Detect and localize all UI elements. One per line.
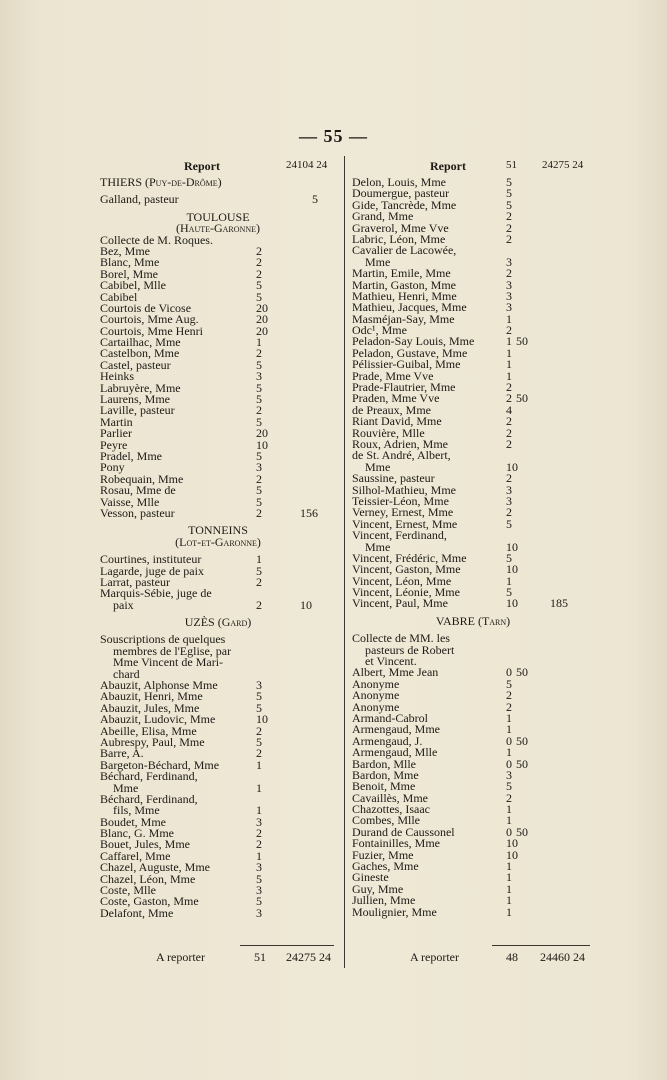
right-report-mid: 51 <box>506 159 517 171</box>
entry-amount: 1 <box>506 311 512 326</box>
entry-name: Abauzit, Jules, Mme <box>100 700 200 715</box>
left-footer-label: A reporter <box>156 950 205 964</box>
entry-name: Coste, Gaston, Mme <box>100 894 199 909</box>
entry-name: Cabibel <box>100 289 138 304</box>
entry-amount: 2 <box>506 220 512 235</box>
entry-amount: 2 <box>506 699 512 714</box>
left-footer-rule <box>240 945 334 946</box>
entry-name: Robequain, Mme <box>100 471 184 486</box>
entry-amount: 2 <box>506 790 512 805</box>
entry-amount: 5 <box>256 894 262 909</box>
entry-name: Pony <box>100 460 125 475</box>
entry-amount: 2 <box>506 425 512 440</box>
entry-amount: 3 <box>256 814 262 829</box>
entry-centimes: 50 <box>516 824 528 839</box>
entry-amount: 0 <box>506 665 512 680</box>
ledger-entry <box>100 905 336 920</box>
entry-name: Combes, Mlle <box>352 813 420 828</box>
entry-name: Moulignier, Mme <box>352 904 437 919</box>
entry-amount: 5 <box>506 175 512 189</box>
ledger-entry <box>100 428 336 439</box>
entry-name: Vincent, Léonie, Mme <box>352 585 460 600</box>
entry-name: Grand, Mme <box>352 209 414 224</box>
entry-name: Castelbon, Mme <box>100 346 180 361</box>
entry-amount: 1 <box>256 803 262 818</box>
entry-name: Souscriptions de quelques <box>100 632 226 647</box>
entry-centimes: 50 <box>516 756 528 771</box>
entry-amount: 5 <box>256 289 262 304</box>
entry-amount: 3 <box>506 482 512 497</box>
entry-amount: 2 <box>506 231 512 246</box>
entry-amount: 2 <box>506 323 512 338</box>
entry-name: Bez, Mme <box>100 243 150 258</box>
entry-name: Cavaillès, Mme <box>352 790 428 805</box>
entry-name: Mathieu, Henri, Mme <box>352 288 457 303</box>
entry-name: Collecte de MM. les <box>352 631 450 646</box>
entry-amount: 2 <box>256 837 262 852</box>
section-heading <box>100 177 336 188</box>
entry-name: Peyre <box>100 437 128 452</box>
entry-name: Doumergue, pasteur <box>352 186 450 201</box>
right-footer-rule <box>492 945 590 946</box>
entry-amount: 3 <box>256 860 262 875</box>
entry-name: Borel, Mme <box>100 266 158 281</box>
entry-name: Heinks <box>100 369 134 384</box>
entry-amount: 1 <box>506 745 512 760</box>
entry-centimes: 50 <box>516 733 528 748</box>
entry-amount: 2 <box>256 746 262 761</box>
entry-subtotal: 10 <box>300 597 312 612</box>
entry-name: Chazel, Léon, Mme <box>100 871 196 886</box>
entry-centimes: 5 <box>312 192 318 207</box>
entry-name: Courtines, instituteur <box>100 552 202 567</box>
entry-name: Courtois, Mme Aug. <box>100 312 199 327</box>
entry-amount: 5 <box>506 186 512 201</box>
entry-name: Mme Vincent de Mari- <box>113 655 224 670</box>
entry-amount: 2 <box>506 471 512 486</box>
entry-amount: 1 <box>256 848 262 863</box>
ledger-entry <box>100 414 336 429</box>
entry-amount: 1 <box>256 757 262 772</box>
entry-name: Lagarde, juge de paix <box>100 563 204 578</box>
entry-amount: 1 <box>506 813 512 828</box>
entry-amount: 5 <box>506 676 512 691</box>
entry-name: Rouvière, Mlle <box>352 425 425 440</box>
entry-name: Vesson, pasteur <box>100 505 175 520</box>
entry-name: Bargeton-Béchard, Mme <box>100 757 220 772</box>
entry-name: Labruyère, Mme <box>100 380 181 395</box>
entry-name: Béchard, Ferdinand, <box>100 791 198 806</box>
entry-amount: 3 <box>256 460 262 475</box>
entry-amount: 0 <box>506 733 512 748</box>
entry-name: Courtois, Mme Henri <box>100 323 203 338</box>
entry-name: Vincent, Léon, Mme <box>352 573 452 588</box>
entry-name: Boudet, Mme <box>100 814 166 829</box>
entry-amount: 5 <box>256 357 262 372</box>
entry-amount: 2 <box>506 505 512 520</box>
entry-name: Abauzit, Henri, Mme <box>100 689 203 704</box>
left-footer-total: 24275 24 <box>286 950 331 964</box>
entry-name: Verney, Ernest, Mme <box>352 505 454 520</box>
entry-name: Fontainilles, Mme <box>352 836 440 851</box>
right-report-header <box>352 157 594 177</box>
entry-amount: 1 <box>506 368 512 383</box>
entry-name: Graverol, Mme Vve <box>352 220 449 235</box>
entry-amount: 3 <box>506 254 512 269</box>
entry-amount: 5 <box>256 689 262 704</box>
left-report-label: Report <box>184 159 220 173</box>
entry-name: paix <box>113 597 134 612</box>
entry-amount: 3 <box>256 678 262 693</box>
entry-name: Armand-Cabrol <box>352 710 428 725</box>
entry-amount: 2 <box>506 688 512 703</box>
entry-name: Benoit, Mme <box>352 779 416 794</box>
entry-name: Albert, Mme Jean <box>352 665 439 680</box>
ledger-entry <box>100 505 336 520</box>
entry-amount: 3 <box>506 767 512 782</box>
entry-amount: 5 <box>506 550 512 565</box>
entry-name: (Haute-Garonne) <box>176 221 260 236</box>
entry-amount: 0 <box>506 756 512 771</box>
left-column <box>100 157 336 919</box>
entry-name: Roux, Adrien, Mme <box>352 436 448 451</box>
entry-amount: 10 <box>506 847 518 862</box>
entry-amount: 10 <box>506 562 518 577</box>
entry-name: (Lot-et-Garonne) <box>175 534 261 549</box>
entry-name: Chazel, Auguste, Mme <box>100 860 210 875</box>
ledger-entry <box>100 357 336 372</box>
entry-name: Jullien, Mme <box>352 893 416 908</box>
ledger-entry <box>352 598 594 609</box>
entry-amount: 1 <box>506 881 512 896</box>
page-number: — 55 — <box>299 126 368 146</box>
entry-amount: 5 <box>256 380 262 395</box>
entry-name: Armengaud, Mlle <box>352 745 438 760</box>
entry-amount: 1 <box>506 893 512 908</box>
section-heading <box>100 534 336 549</box>
entry-amount: 5 <box>506 779 512 794</box>
entry-centimes: 50 <box>516 391 528 406</box>
entry-name: Praden, Mme Vve <box>352 391 440 406</box>
entry-amount: 3 <box>506 300 512 315</box>
entry-amount: 1 <box>506 357 512 372</box>
entry-amount: 2 <box>256 826 262 841</box>
entry-amount: 2 <box>506 436 512 451</box>
entry-name: Mme <box>365 459 391 474</box>
entry-name: Mme <box>365 539 391 554</box>
right-report-label: Report <box>430 159 466 173</box>
entry-name: Collecte de M. Roques. <box>100 232 213 247</box>
entry-name: Vaisse, Mlle <box>100 494 160 509</box>
entry-amount: 2 <box>506 414 512 429</box>
left-report-header <box>100 157 336 177</box>
entry-name: Prade, Mme Vve <box>352 368 434 383</box>
entry-amount: 5 <box>506 197 512 212</box>
entry-name: Peladon, Gustave, Mme <box>352 345 468 360</box>
entry-name: Castel, pasteur <box>100 357 171 372</box>
entry-name: Durand de Caussonel <box>352 824 455 839</box>
entry-amount: 2 <box>256 266 262 281</box>
entry-amount: 1 <box>506 710 512 725</box>
entry-name: Rosau, Mme de <box>100 483 176 498</box>
entry-amount: 2 <box>256 597 262 612</box>
entry-name: Blanc, Mme <box>100 255 160 270</box>
column-divider <box>344 156 345 968</box>
entry-name: Odc¹, Mme <box>352 323 407 338</box>
entry-name: Vincent, Paul, Mme <box>352 596 448 611</box>
entry-name: Aubrespy, Paul, Mme <box>100 734 205 749</box>
entry-amount: 3 <box>256 905 262 920</box>
entry-amount: 2 <box>256 403 262 418</box>
entry-name: Silhol-Mathieu, Mme <box>352 482 456 497</box>
entry-amount: 1 <box>506 904 512 919</box>
entry-name: Courtois de Vicose <box>100 300 192 315</box>
section-heading <box>100 617 336 628</box>
entry-amount: 1 <box>506 573 512 588</box>
ledger-entry <box>352 904 594 919</box>
entry-amount: 5 <box>256 483 262 498</box>
entry-amount: 5 <box>256 563 262 578</box>
entry-amount: 5 <box>506 516 512 531</box>
entry-name: Pélissier-Guibal, Mme <box>352 357 461 372</box>
right-footer-mid: 48 <box>506 950 518 964</box>
left-report-total: 24104 24 <box>286 159 328 171</box>
entry-name: Abeille, Elisa, Mme <box>100 723 197 738</box>
entry-name: Delafont, Mme <box>100 905 174 920</box>
entry-name: Martin, Gaston, Mme <box>352 277 456 292</box>
entry-name: Cavalier de Lacowée, <box>352 243 457 258</box>
entry-name: Bardon, Mlle <box>352 756 416 771</box>
entry-amount: 20 <box>256 323 268 338</box>
entry-name: Martin <box>100 414 133 429</box>
right-column <box>352 157 594 918</box>
entry-name: Fuzier, Mme <box>352 847 414 862</box>
entry-amount: 2 <box>256 471 262 486</box>
entry-name: Bouet, Jules, Mme <box>100 837 190 852</box>
entry-amount: 20 <box>256 300 268 315</box>
entry-amount: 3 <box>506 277 512 292</box>
entry-name: fils, Mme <box>113 803 160 818</box>
entry-amount: 10 <box>506 836 518 851</box>
entry-name: Saussine, pasteur <box>352 471 435 486</box>
entry-name: Teissier-Léon, Mme <box>352 493 449 508</box>
entry-name: TONNEINS <box>188 523 248 538</box>
ledger-entry <box>100 405 336 416</box>
entry-amount: 4 <box>506 402 512 417</box>
right-report-total: 24275 24 <box>542 159 584 171</box>
entry-amount: 2 <box>256 243 262 258</box>
entry-name: Coste, Mlle <box>100 883 156 898</box>
entry-name: Blanc, G. Mme <box>100 826 174 841</box>
entry-amount: 2 <box>506 391 512 406</box>
ledger-entry <box>100 194 336 205</box>
entry-name: TOULOUSE <box>186 209 250 224</box>
entry-amount: 3 <box>506 288 512 303</box>
entry-name: Anonyme <box>352 688 400 703</box>
entry-centimes: 50 <box>516 665 528 680</box>
right-footer-label: A reporter <box>410 950 459 964</box>
entry-name: Gide, Tancrède, Mme <box>352 197 457 212</box>
entry-amount: 2 <box>256 723 262 738</box>
entry-name: Cabibel, Mlle <box>100 278 166 293</box>
entry-amount: 1 <box>256 780 262 795</box>
left-entries <box>100 177 336 919</box>
entry-centimes: 50 <box>516 334 528 349</box>
entry-name: Caffarel, Mme <box>100 848 171 863</box>
entry-name: Mme <box>365 254 391 269</box>
entry-amount: 2 <box>506 209 512 224</box>
entry-amount: 1 <box>256 335 262 350</box>
entry-name: Vincent, Ferdinand, <box>352 528 447 543</box>
entry-name: Gineste <box>352 870 389 885</box>
entry-name: Peladon-Say Louis, Mme <box>352 334 475 349</box>
entry-amount: 1 <box>506 345 512 360</box>
entry-amount: 10 <box>256 712 268 727</box>
section-heading <box>352 613 594 628</box>
entry-amount: 1 <box>506 334 512 349</box>
entry-name: et Vincent. <box>365 654 417 669</box>
entry-amount: 1 <box>506 870 512 885</box>
entry-amount: 1 <box>506 859 512 874</box>
entry-name: membres de l'Eglise, par <box>113 643 232 658</box>
entry-amount: 5 <box>256 700 262 715</box>
entry-name: Guy, Mme <box>352 881 404 896</box>
entry-name: Armengaud, Mme <box>352 722 440 737</box>
entry-name: Laurens, Mme <box>100 392 170 407</box>
entry-name: Mme <box>113 780 139 795</box>
entry-name: Delon, Louis, Mme <box>352 175 446 189</box>
entry-subtotal: 185 <box>550 596 568 611</box>
left-footer-mid: 51 <box>254 950 266 964</box>
entry-name: Vincent, Gaston, Mme <box>352 562 461 577</box>
entry-name: Barre, A. <box>100 746 144 761</box>
entry-amount: 5 <box>256 278 262 293</box>
entry-amount: 2 <box>256 346 262 361</box>
entry-name: Vincent, Ernest, Mme <box>352 516 458 531</box>
entry-amount: 5 <box>256 448 262 463</box>
entry-name: Larrat, pasteur <box>100 574 170 589</box>
entry-amount: 3 <box>256 883 262 898</box>
entry-name: Béchard, Ferdinand, <box>100 769 198 784</box>
entry-amount: 20 <box>256 426 268 441</box>
entry-name: Labric, Léon, Mme <box>352 231 446 246</box>
entry-name: pasteurs de Robert <box>365 642 455 657</box>
entry-subtotal: 156 <box>300 505 318 520</box>
entry-name: THIERS (Puy-de-Drôme) <box>100 175 222 189</box>
entry-name: UZÈS (Gard) <box>184 615 252 630</box>
entry-amount: 20 <box>256 312 268 327</box>
entry-name: Gaches, Mme <box>352 859 419 874</box>
entry-name: Riant David, Mme <box>352 414 442 429</box>
entry-name: Masméjan-Say, Mme <box>352 311 455 326</box>
entry-amount: 10 <box>506 459 518 474</box>
entry-name: Mathieu, Jacques, Mme <box>352 300 467 315</box>
entry-amount: 5 <box>256 734 262 749</box>
entry-amount: 3 <box>506 493 512 508</box>
entry-name: Anonyme <box>352 676 400 691</box>
entry-amount: 5 <box>256 414 262 429</box>
left-footer <box>100 950 340 964</box>
entry-amount: 10 <box>506 539 518 554</box>
entry-amount: 5 <box>256 392 262 407</box>
entry-amount: 2 <box>256 505 262 520</box>
entry-name: Armengaud, J. <box>352 733 423 748</box>
entry-name: de St. André, Albert, <box>352 448 451 463</box>
entry-name: Prade-Flautrier, Mme <box>352 380 456 395</box>
right-footer-total: 24460 24 <box>540 950 585 964</box>
entry-amount: 2 <box>256 574 262 589</box>
entry-name: Cartailhac, Mme <box>100 335 181 350</box>
entry-name: Vincent, Frédéric, Mme <box>352 550 467 565</box>
entry-name: Bardon, Mme <box>352 767 419 782</box>
entry-name: chard <box>113 666 140 681</box>
entry-name: de Preaux, Mme <box>352 402 431 417</box>
entry-name: Pradel, Mme <box>100 448 162 463</box>
entry-name: Martin, Emile, Mme <box>352 266 451 281</box>
entry-name: Parlier <box>100 426 132 441</box>
entry-name: Marquis-Sébie, juge de <box>100 586 212 601</box>
entry-amount: 5 <box>256 494 262 509</box>
ledger-entry <box>100 448 336 463</box>
ledger-entry <box>100 597 336 612</box>
entry-amount: 3 <box>256 369 262 384</box>
entry-name: Galland, pasteur <box>100 192 179 207</box>
entry-amount: 10 <box>506 596 518 611</box>
right-entries <box>352 177 594 918</box>
entry-name: Chazottes, Isaac <box>352 802 430 817</box>
entry-amount: 10 <box>256 437 268 452</box>
entry-amount: 2 <box>256 255 262 270</box>
entry-name: Abauzit, Ludovic, Mme <box>100 712 216 727</box>
entry-amount: 5 <box>506 585 512 600</box>
entry-amount: 2 <box>506 266 512 281</box>
entry-amount: 5 <box>256 871 262 886</box>
entry-amount: 0 <box>506 824 512 839</box>
entry-amount: 1 <box>506 802 512 817</box>
right-footer <box>352 950 594 964</box>
entry-amount: 2 <box>506 380 512 395</box>
entry-name: VABRE (Tarn) <box>435 613 511 628</box>
entry-amount: 1 <box>256 552 262 567</box>
entry-amount: 1 <box>506 722 512 737</box>
entry-name: Abauzit, Alphonse Mme <box>100 678 218 693</box>
entry-name: Laville, pasteur <box>100 403 175 418</box>
entry-name: Anonyme <box>352 699 400 714</box>
